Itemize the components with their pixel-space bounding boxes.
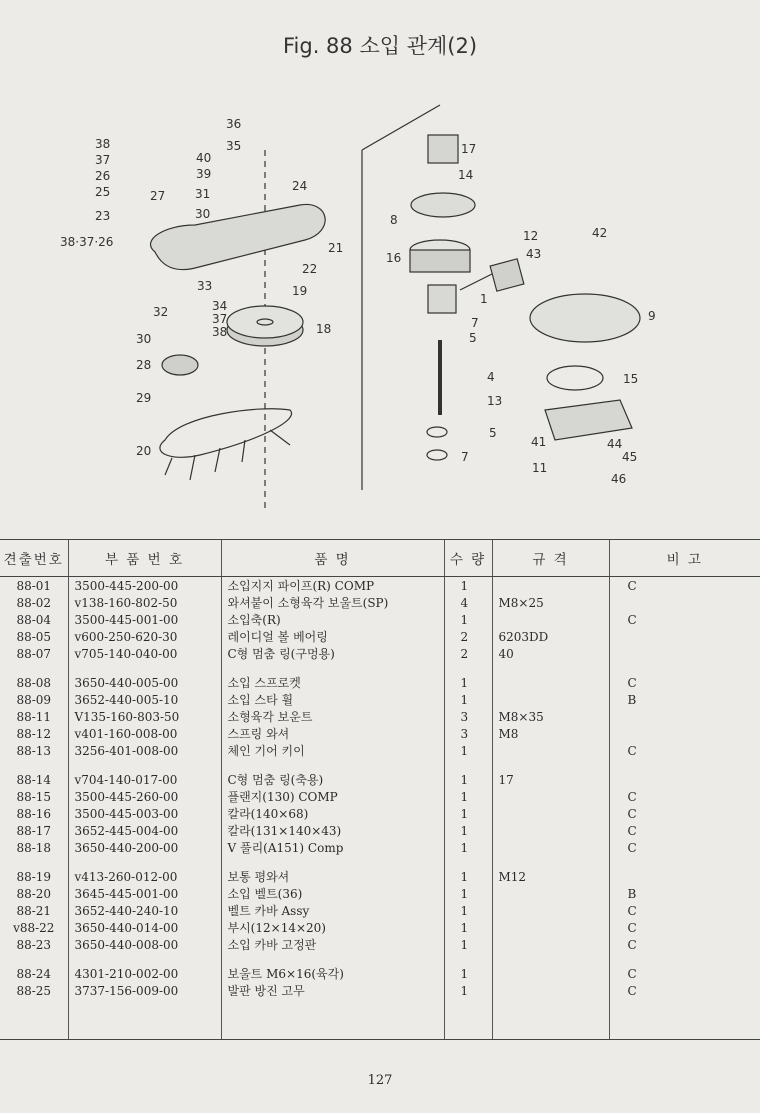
svg-text:24: 24 — [292, 179, 308, 193]
cell-part-name: 와셔붙이 소형육각 보울트(SP) — [221, 594, 444, 611]
cell-part-number: v600-250-620-30 — [68, 628, 221, 645]
cell-part-number: 3500-445-003-00 — [68, 805, 221, 822]
svg-text:46: 46 — [611, 472, 627, 486]
table-row — [0, 902, 760, 919]
svg-text:7: 7 — [471, 316, 479, 330]
cell-spec: 40 — [492, 645, 609, 662]
svg-text:43: 43 — [526, 247, 542, 261]
cell-part-name: 소입 스프로켓 — [221, 674, 444, 691]
cell-remarks: C — [609, 788, 760, 805]
cell-quantity: 1 — [444, 919, 492, 936]
cell-remarks: C — [609, 965, 760, 982]
cell-part-name: 칼라(140×68) — [221, 805, 444, 822]
cell-part-name: V 풀리(A151) Comp — [221, 839, 444, 856]
table-row — [0, 965, 760, 982]
cell-remarks: C — [609, 982, 760, 999]
cell-empty — [492, 999, 609, 1040]
cell-part-name: 소입축(R) — [221, 611, 444, 628]
svg-text:42: 42 — [592, 226, 608, 240]
cell-spec: M8 — [492, 725, 609, 742]
svg-text:38: 38 — [212, 325, 228, 339]
cell-part-name: 레이디얼 볼 베어링 — [221, 628, 444, 645]
cell-spec — [492, 936, 609, 953]
table-row — [0, 708, 760, 725]
cell-quantity: 1 — [444, 742, 492, 759]
cell-quantity: 2 — [444, 628, 492, 645]
cell-quantity: 1 — [444, 611, 492, 628]
cell-quantity — [444, 759, 492, 771]
cell-remarks — [609, 759, 760, 771]
svg-text:22: 22 — [302, 262, 318, 276]
svg-text:33: 33 — [197, 279, 213, 293]
cell-part-number: 3645-445-001-00 — [68, 885, 221, 902]
cell-quantity: 3 — [444, 725, 492, 742]
cell-index-number: 88-02 — [16, 595, 52, 610]
cell-spec — [492, 885, 609, 902]
cell-part-number: 3652-440-240-10 — [68, 902, 221, 919]
cell-remarks: C — [609, 919, 760, 936]
table-row — [0, 628, 760, 645]
svg-text:15: 15 — [623, 372, 639, 386]
cell-quantity — [444, 953, 492, 965]
cell-spec — [492, 805, 609, 822]
svg-text:9: 9 — [648, 309, 656, 323]
page-number: 127 — [367, 1073, 393, 1088]
cell-part-name: 소입 벨트(36) — [221, 885, 444, 902]
svg-text:12: 12 — [523, 229, 539, 243]
cell-part-name: 소형육각 보운트 — [221, 708, 444, 725]
svg-text:13: 13 — [487, 394, 503, 408]
cell-part-number: v704-140-017-00 — [68, 771, 221, 788]
header-part-name: 품 명 — [221, 540, 444, 577]
table-row — [0, 919, 760, 936]
cell-index-number: 88-07 — [16, 646, 52, 661]
svg-text:5: 5 — [489, 426, 497, 440]
cell-remarks: B — [609, 691, 760, 708]
table-row — [0, 725, 760, 742]
page-title: Fig. 88 소입 관계(2) — [282, 34, 478, 58]
cell-spec — [492, 577, 609, 595]
cell-remarks: C — [609, 674, 760, 691]
cell-spec — [492, 953, 609, 965]
svg-text:45: 45 — [622, 450, 638, 464]
cell-part-number: 4301-210-002-00 — [68, 965, 221, 982]
header-part-number: 부 품 번 호 — [68, 540, 221, 577]
cell-empty — [68, 999, 221, 1040]
cell-index-number: 88-16 — [16, 806, 52, 821]
cell-spec — [492, 662, 609, 674]
svg-text:31: 31 — [195, 187, 211, 201]
svg-text:20: 20 — [136, 444, 152, 458]
header-quantity: 수 량 — [444, 540, 492, 577]
cell-quantity: 3 — [444, 708, 492, 725]
svg-text:1: 1 — [480, 292, 488, 306]
cell-part-number: v401-160-008-00 — [68, 725, 221, 742]
svg-text:36: 36 — [226, 117, 242, 131]
svg-text:32: 32 — [153, 305, 169, 319]
header-remarks: 비 고 — [609, 540, 760, 577]
cell-remarks: B — [609, 885, 760, 902]
cell-index-number: 88-17 — [16, 823, 52, 838]
cell-index-number: 88-12 — [16, 726, 52, 741]
cell-spec — [492, 839, 609, 856]
svg-text:29: 29 — [136, 391, 152, 405]
cell-spec — [492, 965, 609, 982]
cell-spec: M8×25 — [492, 594, 609, 611]
cell-quantity: 4 — [444, 594, 492, 611]
svg-text:7: 7 — [461, 450, 469, 464]
cell-part-name — [221, 759, 444, 771]
svg-text:4: 4 — [487, 370, 495, 384]
cell-index-number: 88-14 — [16, 772, 52, 787]
table-row — [0, 577, 760, 595]
cell-part-number — [68, 759, 221, 771]
table-row — [0, 742, 760, 759]
cell-part-number: 3737-156-009-00 — [68, 982, 221, 999]
svg-text:11: 11 — [532, 461, 548, 475]
cell-index-number — [0, 953, 68, 965]
cell-spec — [492, 788, 609, 805]
cell-quantity: 1 — [444, 839, 492, 856]
cell-quantity: 1 — [444, 691, 492, 708]
header-index-number: 견출번호 — [0, 540, 68, 577]
cell-spec — [492, 674, 609, 691]
svg-text:17: 17 — [461, 142, 477, 156]
cell-part-number: 3650-440-200-00 — [68, 839, 221, 856]
table-row — [0, 645, 760, 662]
table-spacer-row — [0, 856, 760, 868]
cell-spec — [492, 919, 609, 936]
cell-remarks — [609, 953, 760, 965]
cell-index-number — [0, 759, 68, 771]
cell-part-name: 소입지지 파이프(R) COMP — [221, 577, 444, 595]
table-row — [0, 839, 760, 856]
table-row — [0, 691, 760, 708]
cell-remarks — [609, 628, 760, 645]
cell-index-number: 88-15 — [16, 789, 52, 804]
table-row — [0, 936, 760, 953]
cell-part-name: 벨트 카바 Assy — [221, 902, 444, 919]
cell-quantity: 1 — [444, 868, 492, 885]
cell-part-name — [221, 953, 444, 965]
svg-text:18: 18 — [316, 322, 332, 336]
cell-part-name: 체인 기어 키이 — [221, 742, 444, 759]
cell-quantity: 1 — [444, 885, 492, 902]
cell-empty — [609, 999, 760, 1040]
svg-text:41: 41 — [531, 435, 547, 449]
cell-quantity: 1 — [444, 982, 492, 999]
cell-remarks — [609, 725, 760, 742]
svg-text:5: 5 — [469, 331, 477, 345]
cell-index-number: 88-13 — [16, 743, 52, 758]
cell-part-name: C형 멈춤 링(구멍용) — [221, 645, 444, 662]
cell-spec — [492, 611, 609, 628]
svg-text:14: 14 — [458, 168, 474, 182]
cell-part-name: 칼라(131×140×43) — [221, 822, 444, 839]
cell-spec: 6203DD — [492, 628, 609, 645]
svg-text:27: 27 — [150, 189, 166, 203]
svg-text:44: 44 — [607, 437, 623, 451]
cell-part-number: v413-260-012-00 — [68, 868, 221, 885]
table-row — [0, 805, 760, 822]
svg-text:16: 16 — [386, 251, 402, 265]
cell-remarks: C — [609, 805, 760, 822]
cell-index-number: 88-01 — [16, 578, 52, 593]
cell-quantity: 1 — [444, 788, 492, 805]
cell-spec: 17 — [492, 771, 609, 788]
cell-quantity: 1 — [444, 822, 492, 839]
cell-quantity: 1 — [444, 936, 492, 953]
svg-text:30: 30 — [136, 332, 152, 346]
cell-part-number: 3500-445-200-00 — [68, 577, 221, 595]
cell-index-number: 88-18 — [16, 840, 52, 855]
cell-part-name: 소입 스타 휠 — [221, 691, 444, 708]
table-row — [0, 788, 760, 805]
svg-text:38: 38 — [95, 137, 111, 151]
svg-text:37: 37 — [212, 312, 228, 326]
cell-quantity: 1 — [444, 577, 492, 595]
svg-text:30: 30 — [195, 207, 211, 221]
cell-remarks: C — [609, 742, 760, 759]
svg-text:26: 26 — [95, 169, 111, 183]
svg-text:19: 19 — [292, 284, 308, 298]
cell-index-number: 88-04 — [16, 612, 52, 627]
cell-remarks: C — [609, 822, 760, 839]
table-row — [0, 611, 760, 628]
svg-text:37: 37 — [95, 153, 111, 167]
cell-remarks — [609, 645, 760, 662]
cell-index-number: 88-25 — [16, 983, 52, 998]
svg-text:39: 39 — [196, 167, 212, 181]
cell-remarks — [609, 856, 760, 868]
cell-remarks: C — [609, 577, 760, 595]
cell-part-name: C형 멈춤 링(축용) — [221, 771, 444, 788]
exploded-parts-diagram — [0, 0, 760, 530]
cell-quantity: 1 — [444, 771, 492, 788]
cell-part-number: 3256-401-008-00 — [68, 742, 221, 759]
table-spacer-row — [0, 953, 760, 965]
table-spacer-row — [0, 662, 760, 674]
cell-part-name: 발판 방진 고무 — [221, 982, 444, 999]
svg-text:40: 40 — [196, 151, 212, 165]
table-header-row — [0, 540, 760, 577]
cell-quantity — [444, 856, 492, 868]
table-row — [0, 822, 760, 839]
cell-part-name: 보울트 M6×16(육각) — [221, 965, 444, 982]
table-row — [0, 674, 760, 691]
cell-spec — [492, 691, 609, 708]
cell-spec — [492, 822, 609, 839]
table-row — [0, 868, 760, 885]
cell-index-number: 88-11 — [16, 709, 52, 724]
cell-index-number: 88-24 — [16, 966, 52, 981]
cell-part-name: 부시(12×14×20) — [221, 919, 444, 936]
cell-remarks — [609, 708, 760, 725]
cell-empty — [0, 999, 68, 1040]
cell-quantity: 1 — [444, 674, 492, 691]
cell-index-number: 88-08 — [16, 675, 52, 690]
cell-part-number: 3650-440-014-00 — [68, 919, 221, 936]
table-closing-row — [0, 999, 760, 1040]
cell-part-number: 3652-445-004-00 — [68, 822, 221, 839]
cell-part-name: 플랜지(130) COMP — [221, 788, 444, 805]
cell-remarks — [609, 594, 760, 611]
cell-quantity: 1 — [444, 965, 492, 982]
cell-quantity: 1 — [444, 805, 492, 822]
header-spec: 규 격 — [492, 540, 609, 577]
cell-remarks: C — [609, 936, 760, 953]
cell-remarks — [609, 771, 760, 788]
cell-remarks — [609, 868, 760, 885]
cell-part-number: V135-160-803-50 — [68, 708, 221, 725]
cell-quantity — [444, 662, 492, 674]
svg-text:25: 25 — [95, 185, 111, 199]
cell-spec — [492, 759, 609, 771]
cell-index-number: 88-23 — [16, 937, 52, 952]
cell-spec — [492, 982, 609, 999]
svg-text:28: 28 — [136, 358, 152, 372]
table-row — [0, 885, 760, 902]
cell-remarks — [609, 662, 760, 674]
cell-part-number: 3650-440-005-00 — [68, 674, 221, 691]
cell-part-number — [68, 662, 221, 674]
cell-remarks: C — [609, 611, 760, 628]
cell-spec: M8×35 — [492, 708, 609, 725]
svg-text:23: 23 — [95, 209, 111, 223]
cell-index-number: 88-20 — [16, 886, 52, 901]
cell-index-number: v88-22 — [13, 920, 55, 935]
cell-spec: M12 — [492, 868, 609, 885]
cell-empty — [221, 999, 444, 1040]
table-row — [0, 594, 760, 611]
parts-table — [0, 539, 760, 1040]
cell-part-number — [68, 953, 221, 965]
cell-quantity: 1 — [444, 902, 492, 919]
svg-text:38·37·26: 38·37·26 — [60, 235, 114, 249]
cell-part-number: 3500-445-260-00 — [68, 788, 221, 805]
cell-index-number: 88-21 — [16, 903, 52, 918]
table-spacer-row — [0, 759, 760, 771]
cell-index-number: 88-19 — [16, 869, 52, 884]
cell-part-name: 보통 평와셔 — [221, 868, 444, 885]
cell-spec — [492, 742, 609, 759]
cell-part-name — [221, 856, 444, 868]
svg-text:34: 34 — [212, 299, 228, 313]
cell-part-number — [68, 856, 221, 868]
cell-part-number: v705-140-040-00 — [68, 645, 221, 662]
table-row — [0, 982, 760, 999]
cell-spec — [492, 902, 609, 919]
cell-quantity: 2 — [444, 645, 492, 662]
cell-part-number: 3500-445-001-00 — [68, 611, 221, 628]
cell-part-number: v138-160-802-50 — [68, 594, 221, 611]
cell-remarks: C — [609, 839, 760, 856]
svg-text:8: 8 — [390, 213, 398, 227]
cell-part-number: 3650-440-008-00 — [68, 936, 221, 953]
svg-text:35: 35 — [226, 139, 242, 153]
cell-part-name: 소입 카바 고정판 — [221, 936, 444, 953]
cell-remarks: C — [609, 902, 760, 919]
table-row — [0, 771, 760, 788]
cell-index-number — [0, 856, 68, 868]
cell-spec — [492, 856, 609, 868]
cell-index-number — [0, 662, 68, 674]
svg-text:21: 21 — [328, 241, 344, 255]
cell-empty — [444, 999, 492, 1040]
cell-index-number: 88-05 — [16, 629, 52, 644]
cell-part-name — [221, 662, 444, 674]
cell-part-number: 3652-440-005-10 — [68, 691, 221, 708]
cell-index-number: 88-09 — [16, 692, 52, 707]
cell-part-name: 스프링 와셔 — [221, 725, 444, 742]
